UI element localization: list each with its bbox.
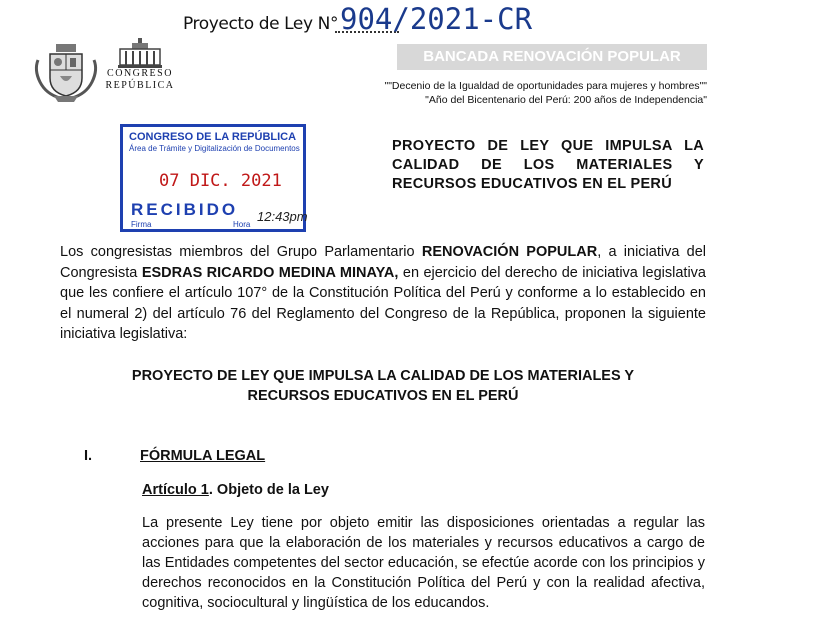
- article-label: Artículo 1: [142, 482, 209, 498]
- bill-title: PROYECTO DE LEY QUE IMPULSA LA CALIDAD DE LOS MATERIALES Y RECURSOS EDUCATIVOS EN EL PERÚ: [392, 138, 704, 192]
- intro-congressman-name: ESDRAS RICARDO MEDINA MINAYA,: [141, 264, 399, 281]
- section-title: FÓRMULA LEGAL: [140, 448, 266, 464]
- stamp-date: 07 DIC. 2021: [159, 171, 282, 191]
- article-title: . Objeto de la Ley: [208, 482, 329, 498]
- congress-logo-text-1: CONGRESO: [107, 68, 173, 79]
- article-heading: [142, 482, 329, 498]
- intro-text-1: Los congresistas miembros del Grupo Parlamentario: [60, 244, 422, 260]
- congress-building-icon: [118, 38, 162, 68]
- intro-paragraph: [60, 242, 706, 345]
- stamp-title: CONGRESO DE LA REPÚBLICA: [129, 131, 297, 143]
- section-number: I.: [84, 448, 93, 464]
- stamp-received: RECIBIDO: [131, 200, 239, 219]
- reception-stamp: [120, 124, 306, 232]
- intro-text-3: en ejercicio del derecho de iniciativa legislativa que les confiere el artículo 107° de la Constitución Política del Perú y conforme a lo establecido en el numeral 2) del artículo 76 del Reglamento del Congreso de la República, proponen la siguiente iniciativa legislativa:: [60, 264, 706, 342]
- centered-bill-title: [60, 366, 706, 406]
- stamp-firma-label: Firma: [131, 220, 152, 229]
- decenio-motto: ""Decenio de la Igualdad de oportunidades para mujeres y hombres"": [384, 80, 707, 92]
- article-body: La presente Ley tiene por objeto emitir las disposiciones orientadas a regular las acciones para que la elaboración de los materiales y recursos educativos a cargo de las Entidades competentes del sector educación, se efectúe acorde con los principios y derechos reconocidos en la Constitución Política del Perú y con la realidad afectiva, cognitiva, sociocultural y lingüística de los educandos.: [142, 515, 705, 611]
- year-motto: "Año del Bicentenario del Perú: 200 años de Independencia": [425, 94, 707, 106]
- congress-logo-text-2: REPÚBLICA: [105, 80, 175, 91]
- centered-title-line-2: RECURSOS EDUCATIVOS EN EL PERÚ: [247, 388, 519, 404]
- intro-text-2: , a iniciativa del Congresista: [60, 244, 706, 281]
- stamp-hora-value: 12:43pm: [257, 209, 308, 224]
- stamp-hora-label: Hora: [233, 220, 251, 229]
- bill-number-label: Proyecto de Ley N°: [183, 14, 339, 34]
- peru-coat-of-arms-icon: [30, 40, 102, 104]
- congress-logo: [104, 38, 176, 98]
- bill-number-handwritten: 904/2021-CR: [340, 2, 533, 36]
- bancada-banner: BANCADA RENOVACIÓN POPULAR: [397, 44, 707, 70]
- intro-party-name: RENOVACIÓN POPULAR: [421, 244, 598, 260]
- stamp-subtitle: Área de Trámite y Digitalización de Documentos: [129, 144, 300, 153]
- centered-title-line-1: PROYECTO DE LEY QUE IMPULSA LA CALIDAD DE LOS MATERIALES Y: [131, 368, 635, 384]
